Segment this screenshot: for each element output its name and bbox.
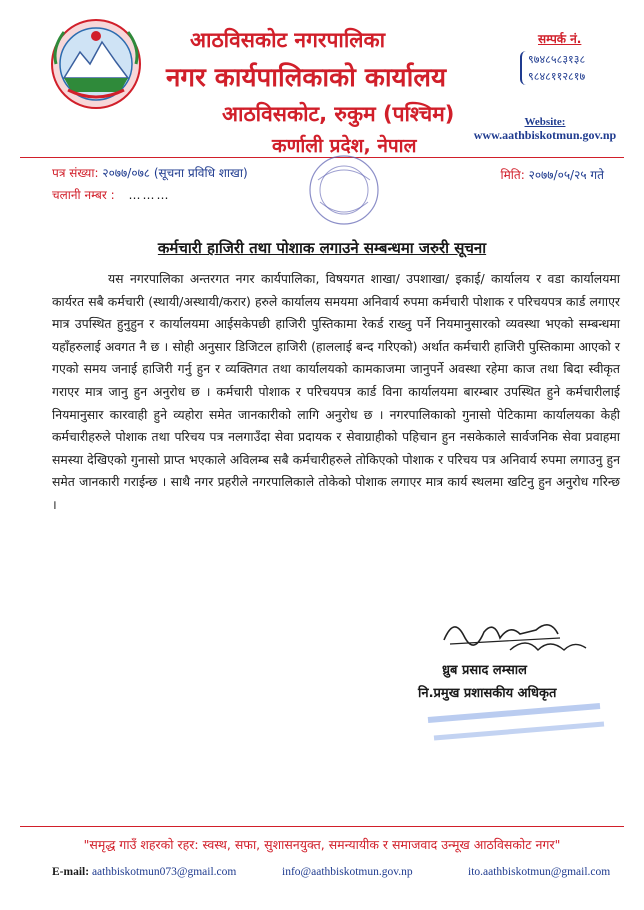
dispatch-label: चलानी नम्बर : bbox=[52, 188, 115, 202]
phone-number: ९८४८११२८१७ bbox=[528, 70, 586, 83]
date-label: मिति: bbox=[500, 168, 525, 182]
header-province: कर्णाली प्रदेश, नेपाल bbox=[272, 135, 417, 157]
letter-date bbox=[500, 166, 604, 183]
signature-scrawl-icon bbox=[440, 610, 590, 660]
phone-number: ९७४८५८३१३८ bbox=[528, 53, 586, 66]
reference-number bbox=[52, 164, 248, 181]
contact-title: सम्पर्क नं. bbox=[538, 32, 582, 46]
website-link[interactable]: www.aathbiskotmun.gov.np bbox=[473, 128, 617, 142]
signatory-name: ध्रुब प्रसाद लम्साल bbox=[442, 663, 527, 678]
notice-body: यस नगरपालिका अन्तरगत नगर कार्यपालिका, विषयगत शाखा/ उपशाखा/ इकाई/ कार्यालय र वडा कार्यालयमा कार्यरत सबै कर्मचारी (स्थायी/अस्थायी/करार) हरुले कार्यालय समयमा अनिवार्य रुपमा कर्मचारी पोशाक र परिचयपत्र कार्ड लगाएर मात्र उपस्थित हुनुहुन र कार्यालयमा आईसकेपछी हाजिरी पुस्तिकामा रेकर्ड राख्नु पर्ने नियमानुसारको व्यवस्था भएको सम्बन्धमा यहाँहरुलाई अवगत नै छ । सोही अनुसार डिजिटल हाजिरी (हाललाई बन्द गरिएको) अर्थात कर्मचारी हाजिरी पुस्तिकामा आएको र गएको समय जनाई हाजिरी गर्नु हुन र व्यक्तिगत तथा कार्यालयको कामकाजमा जानुपर्ने अवस्था रहेमा काज तथा बिदा स्वीकृत गराएर मात्र जानु हुन अनुरोध छ । कर्मचारी पोशाक र परिचयपत्र कार्ड विना कार्यालयमा बारम्बार उपस्थित हुने कर्मचारीलाई नियमानुसार कारवाही हुने व्यहोरा समेत जानकारीको लागि अनुरोध छ । नगरपालिकाको गुनासो पेटिकामा कार्यालयका केही कर्मचारीहरुले पोशाक तथा परिचय पत्र नलगाउँदा सेवा प्रदायक र सेवाग्राहीको पहिचान हुन नसकेकाले सार्वजनिक सेवा प्रवाहमा समस्या देखिएको गुनासो प्राप्त भएकाले अविलम्ब सबै कर्मचारीहरुले तोकिएको पोशाक र परिचय पत्र अनिवार्य रुपमा लगाउनु हुन समेत जानकारी गराईन्छ । साथै नगर प्रहरीले नगरपालिकाले तोकेको पोशाक लगाएर मात्र कार्य स्थलमा खटिनु हुन अनुरोध गरिन्छ । bbox=[52, 271, 620, 512]
header-office-name: नगर कार्यपालिकाको कार्यालय bbox=[166, 63, 447, 93]
signatory-title: नि.प्रमुख प्रशासकीय अधिकृत bbox=[418, 686, 557, 701]
website-block bbox=[460, 116, 630, 143]
subject-heading: कर्मचारी हाजिरी तथा पोशाक लगाउने सम्बन्धमा जरुरी सूचना bbox=[157, 239, 487, 257]
email-label: E-mail: bbox=[52, 866, 90, 878]
office-stamp-icon bbox=[298, 150, 390, 230]
dispatch-value: ……… bbox=[128, 188, 171, 202]
reference-label: पत्र संख्या: bbox=[52, 166, 99, 180]
header-municipality-name: आठविसकोट नगरपालिका bbox=[190, 28, 386, 52]
email-link[interactable]: ito.aathbiskotmun@gmail.com bbox=[468, 866, 611, 878]
website-label: Website: bbox=[524, 116, 566, 128]
footer-slogan: "समृद्ध गाउँ शहरको रहर: स्वस्थ, सफा, सुशासनयुक्त, समन्यायीक र समाजवाद उन्मूख आठविसकोट नगर" bbox=[83, 837, 561, 852]
email-link[interactable]: aathbiskotmun073@gmail.com bbox=[91, 866, 237, 878]
header-address: आठविसकोट, रुकुम (पश्चिम) bbox=[222, 102, 455, 126]
email-link[interactable]: info@aathbiskotmun.gov.np bbox=[282, 866, 413, 878]
contact-block bbox=[520, 30, 630, 85]
municipality-emblem-icon bbox=[50, 18, 142, 110]
reference-value: २०७७/०७८ (सूचना प्रविधि शाखा) bbox=[102, 166, 248, 180]
name-stamp-icon bbox=[420, 700, 610, 744]
footer-divider bbox=[20, 826, 624, 827]
dispatch-number bbox=[52, 186, 170, 203]
date-value: २०७७/०५/२५ गते bbox=[528, 168, 604, 182]
